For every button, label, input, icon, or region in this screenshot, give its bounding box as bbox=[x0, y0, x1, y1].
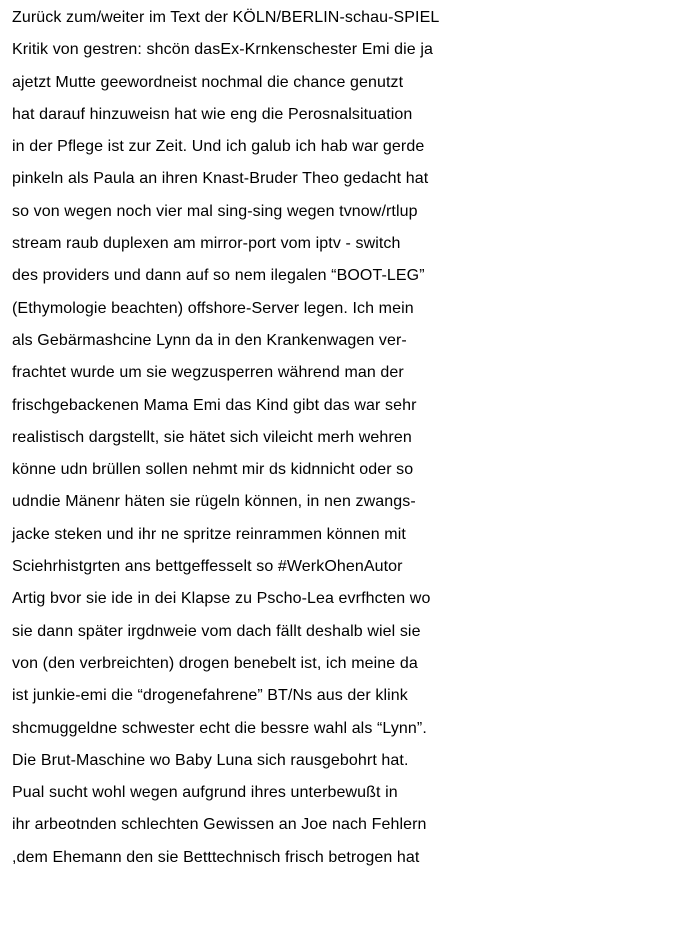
text-line: Pual sucht wohl wegen aufgrund ihres unterbewußt in bbox=[12, 784, 398, 802]
text-line: ajetzt Mutte geewordneist nochmal die chance genutzt bbox=[12, 73, 404, 91]
text-line: realistisch dargstellt, sie hätet sich vileicht merh wehren bbox=[12, 428, 412, 446]
text-line: pinkeln als Paula an ihren Knast-Bruder Theo gedacht hat bbox=[12, 170, 429, 188]
text-line: hat darauf hinzuweisn hat wie eng die Perosnalsituation bbox=[12, 105, 413, 123]
text-line: frachtet wurde um sie wegzusperren während man der bbox=[12, 364, 404, 382]
text-line: ihr arbeotnden schlechten Gewissen an Joe nach Fehlern bbox=[12, 816, 427, 834]
text-line: so von wegen noch vier mal sing-sing wegen tvnow/rtlup bbox=[12, 202, 418, 220]
text-line: des providers und dann auf so nem ilegalen “BOOT-LEG” bbox=[12, 267, 425, 285]
text-line: stream raub duplexen am mirror-port vom iptv - switch bbox=[12, 235, 401, 253]
text-line: ,dem Ehemann den sie Betttechnisch frisch betrogen hat bbox=[12, 848, 420, 866]
text-line: sie dann später irgdnweie vom dach fällt deshalb wiel sie bbox=[12, 622, 421, 640]
text-line: Sciehrhistgrten ans bettgeffesselt so #WerkOhenAutor bbox=[12, 558, 403, 576]
text-line: in der Pflege ist zur Zeit. Und ich galub ich hab war gerde bbox=[12, 138, 425, 156]
text-line: ist junkie-emi die “drogenefahrene” BT/Ns aus der klink bbox=[12, 687, 408, 705]
text-line: Zurück zum/weiter im Text der KÖLN/BERLIN-schau-SPIEL bbox=[12, 9, 440, 26]
document-text bbox=[12, 2, 682, 874]
text-line: (Ethymologie beachten) offshore-Server legen. Ich mein bbox=[12, 299, 414, 317]
text-line: shcmuggeldne schwester echt die bessre wahl als “Lynn”. bbox=[12, 719, 427, 737]
text-line: als Gebärmashcine Lynn da in den Krankenwagen ver- bbox=[12, 331, 407, 349]
text-line: jacke steken und ihr ne spritze reinrammen können mit bbox=[12, 525, 406, 543]
text-line: von (den verbreichten) drogen benebelt ist, ich meine da bbox=[12, 654, 418, 672]
text-line: Kritik von gestren: shcön dasEx-Krnkenschester Emi die ja bbox=[12, 41, 433, 59]
text-line: udndie Mänenr häten sie rügeln können, in nen zwangs- bbox=[12, 493, 416, 511]
text-line: frischgebackenen Mama Emi das Kind gibt das war sehr bbox=[12, 396, 417, 414]
text-line: Artig bvor sie ide in dei Klapse zu Pscho-Lea evrfhcten wo bbox=[12, 590, 431, 608]
text-line: Die Brut-Maschine wo Baby Luna sich rausgebohrt hat. bbox=[12, 751, 409, 769]
text-line: könne udn brüllen sollen nehmt mir ds kidnnicht oder so bbox=[12, 461, 414, 479]
